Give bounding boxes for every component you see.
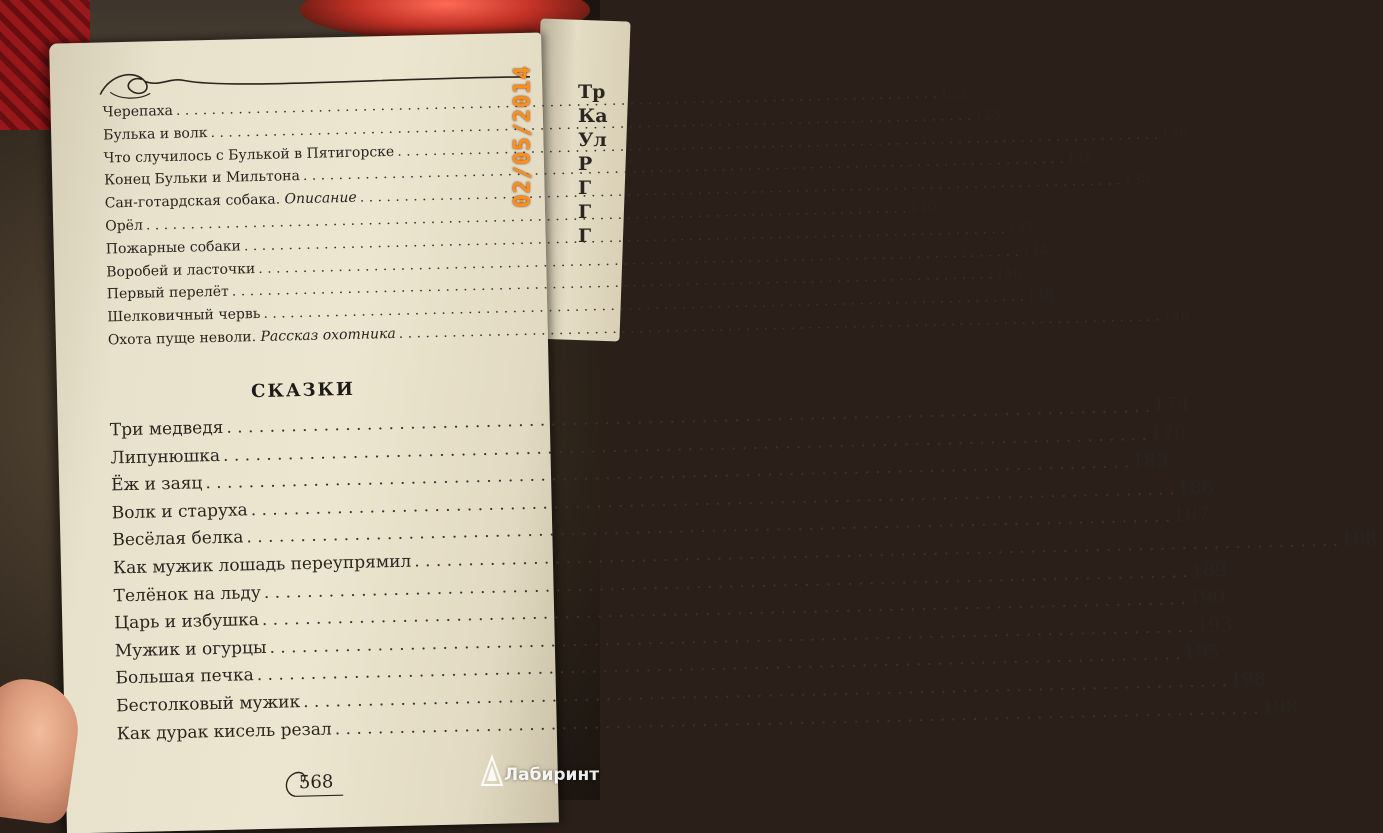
toc-entry-title-text: Липунюшка — [110, 445, 221, 468]
toc-entry-page: 189 — [1190, 558, 1228, 582]
toc-entry-title — [105, 218, 143, 235]
toc-entry-title-text: Весёлая белка — [112, 527, 244, 551]
page-number: 568 — [298, 771, 334, 794]
toc-entry-title-text: Конец Бульки и Мильтона — [104, 168, 301, 189]
toc-entry-title-text: Шелковичный червь — [107, 306, 261, 326]
toc-entry-subtitle: Рассказ охотника — [260, 325, 396, 345]
date-stamp — [510, 56, 554, 226]
toc-entry-title-text: Большая печка — [115, 665, 254, 689]
toc-entry-page: 188 — [1340, 527, 1378, 551]
toc-entry-title — [107, 284, 229, 303]
toc-entry-page: 190 — [1188, 586, 1226, 610]
facing-letter: Ул — [578, 129, 607, 151]
toc-entry-title — [107, 306, 260, 325]
toc-entry-title — [110, 418, 224, 441]
toc-entry-title — [104, 168, 300, 188]
toc-entry-subtitle: Описание — [284, 189, 357, 208]
toc-entry-title-text: Мужик и огурцы — [114, 637, 267, 662]
toc-entry-page: 144 — [1021, 242, 1049, 260]
toc-entry-title-text: Орёл — [105, 217, 144, 235]
toc-entry-title — [102, 103, 173, 121]
toc-entry-page: 186 — [1177, 476, 1215, 499]
toc-entry-page: 198 — [1229, 668, 1267, 692]
toc-entry-title — [115, 666, 254, 689]
facing-letter: Тр — [578, 81, 606, 103]
toc-entry-page: 146 — [995, 266, 1023, 283]
toc-entry-page: 130 — [1160, 125, 1188, 143]
toc-entry-title-text: Волк и старуха — [111, 500, 248, 524]
toc-entry-title-text: Как мужик лошадь переупрямил — [112, 551, 412, 579]
toc-entry-page: 187 — [1172, 503, 1210, 527]
toc-entry-title — [116, 692, 300, 716]
toc-entry-title-text: Телёнок на льду — [113, 582, 262, 606]
toc-entry-page: 156 — [1162, 307, 1190, 325]
toc-entry-title — [117, 719, 332, 744]
toc-entry-title — [113, 583, 261, 606]
toc-entry-title — [106, 261, 255, 280]
toc-entry-title-text: Пожарные собаки — [105, 238, 242, 258]
page-number-badge — [281, 765, 354, 801]
toc-entry-page: 125 — [974, 106, 1002, 124]
toc-entry-title — [114, 610, 259, 633]
toc-entry-page: 174 — [1152, 393, 1190, 417]
labyrinth-logo-icon — [480, 755, 504, 789]
toc-entry-title-text: Царь и избушка — [114, 610, 260, 634]
toc-entry-title-text: Что случилось с Булькой в Пятигорске — [103, 143, 395, 167]
toc-entry-page: 142 — [1007, 220, 1035, 237]
toc-entry-title — [105, 190, 357, 212]
toc-entry-title-text: Булька и волк — [103, 124, 208, 144]
toc-entry-title-text: Сан-готардская собака. — [104, 191, 281, 212]
book-page — [49, 33, 1378, 833]
toc-entry-page: 179 — [1149, 421, 1187, 445]
toc-entry-page: 148 — [1026, 288, 1055, 305]
toc-entry-page: 193 — [1196, 613, 1233, 637]
date-stamp-text: 02/05/2014 — [510, 65, 536, 208]
toc-entry-title-text: Первый перелёт — [106, 284, 230, 303]
toc-entry-page: 140 — [909, 199, 937, 217]
toc-entry-title-text: Ёж и заяц — [110, 473, 203, 496]
toc-entry-title — [115, 638, 267, 661]
toc-entry-title-text: Как дурак кисель резал — [116, 719, 332, 744]
toc-entry-title-text: Воробей и ласточки — [106, 260, 256, 281]
toc-entry-page: 198 — [1261, 695, 1299, 718]
facing-letter: Г — [578, 225, 592, 247]
toc-entry-page: 122 — [939, 84, 967, 102]
toc-entry-page: 183 — [1131, 449, 1169, 473]
toc-entry-title — [106, 238, 242, 257]
toc-entry-title-text: Черепаха — [102, 102, 174, 121]
toc-entry-page: 138 — [1123, 171, 1151, 189]
facing-letter: Г — [578, 177, 592, 199]
toc-entry-title — [110, 446, 220, 468]
facing-letter: Ка — [578, 105, 608, 127]
watermark-text: Лабиринт — [504, 765, 600, 785]
toc-entry-page: 195 — [1183, 641, 1221, 665]
toc-entry-title — [103, 125, 208, 143]
toc-entry-title — [111, 474, 203, 496]
facing-letter: Г — [578, 201, 592, 223]
toc-entry-title — [108, 326, 396, 349]
toc-entry-title-text: Три медведя — [109, 417, 224, 441]
toc-entry-title — [113, 552, 412, 579]
toc-entry-title-text: Охота пуще неволи. — [107, 329, 257, 349]
section-heading: СКАЗКИ — [250, 378, 356, 403]
toc-entry-title-text: Бестолковый мужик — [115, 692, 301, 717]
toc-entry-page: 135 — [1066, 150, 1094, 168]
facing-letter: Р — [578, 153, 593, 175]
toc-entry-title — [112, 528, 243, 551]
watermark — [478, 755, 600, 795]
toc-entry-title — [104, 143, 395, 166]
toc-entry-title — [112, 500, 248, 523]
